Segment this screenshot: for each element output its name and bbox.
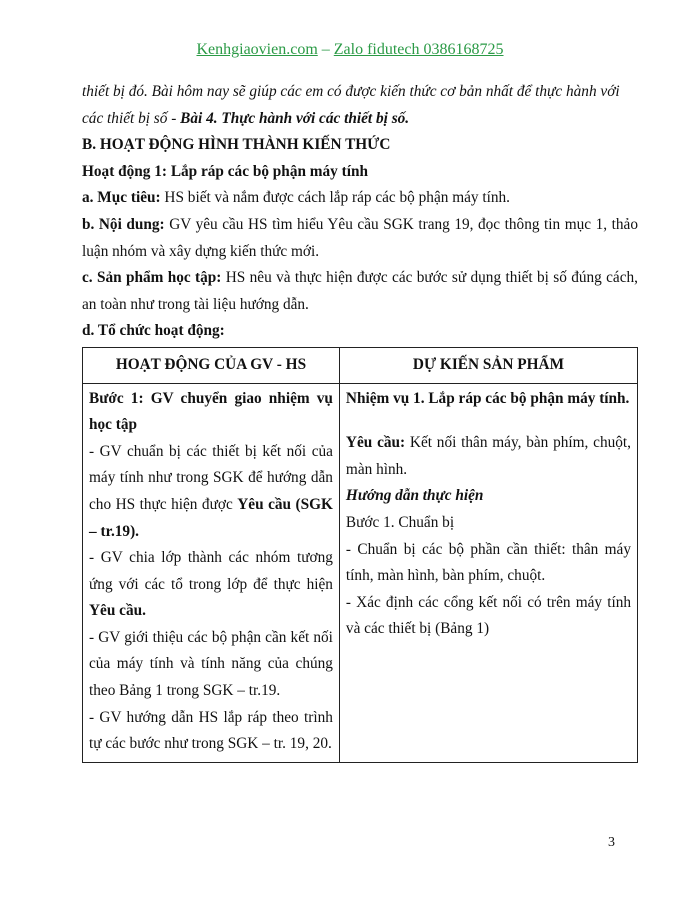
teacher-item-2-text: - GV chia lớp thành các nhóm tương ứng với các tổ trong lớp để thực hiện: [89, 549, 333, 593]
guide-item-2: - Xác định các cổng kết nối có trên máy tính và các thiết bị (Bảng 1): [345, 593, 631, 638]
activity-table: [82, 347, 638, 763]
product-paragraph: [82, 265, 638, 318]
document-body: [82, 79, 638, 763]
section-b-heading: B. HOẠT ĐỘNG HÌNH THÀNH KIẾN THỨC: [82, 136, 391, 154]
teacher-item-1-text: - GV chuẩn bị các thiết bị kết nối của máy tính như trong SGK để hướng dẫn cho HS thực hiện được: [89, 442, 333, 513]
table-header-row: [83, 347, 638, 383]
goal-label: a. Mục tiêu:: [82, 189, 161, 207]
content-paragraph: [82, 212, 638, 265]
teacher-item-4: - GV hướng dẫn HS lắp ráp theo trình tự các bước như trong SGK – tr. 19, 20.: [89, 708, 333, 753]
spacer: [346, 412, 631, 430]
task-1-title: Nhiệm vụ 1. Lắp ráp các bộ phận máy tính.: [345, 389, 630, 407]
product-label: c. Sản phẩm học tập:: [82, 269, 222, 287]
content-text: GV yêu cầu HS tìm hiểu Yêu cầu SGK trang 19, đọc thông tin mục 1, thảo luận nhóm và xây dựng kiến thức mới.: [82, 215, 638, 260]
intro-line-1: thiết bị đó. Bài hôm nay sẽ giúp các em có được kiến thức cơ bản nhất để thực hành với: [82, 83, 620, 100]
table-header-product: DỰ KIẾN SẢN PHẨM: [339, 347, 637, 383]
requirement-text: Kết nối thân máy, bàn phím, chuột, màn hình.: [345, 434, 631, 478]
teacher-item-2: [89, 545, 333, 625]
guide-title: Hướng dẫn thực hiện: [345, 487, 484, 505]
product-text: HS nêu và thực hiện được các bước sử dụng thiết bị số đúng cách, an toàn như trong tài liệu hướng dẫn.: [82, 269, 638, 313]
guide-item-1: - Chuẩn bị các bộ phần cần thiết: thân máy tính, màn hình, bàn phím, chuột.: [345, 540, 631, 585]
requirement: [346, 430, 631, 483]
teacher-item-3: - GV giới thiệu các bộ phận cần kết nối của máy tính và tính năng của chúng theo Bảng 1 trong SGK – tr.19.: [89, 628, 333, 700]
organize-heading: d. Tổ chức hoạt động:: [82, 322, 225, 340]
step-1-title: Bước 1: GV chuyển giao nhiệm vụ học tập: [89, 389, 333, 434]
header-site-link[interactable]: Kenhgiaovien.com: [196, 41, 318, 58]
expected-product-cell: [339, 383, 637, 762]
header-contact-link[interactable]: Zalo fidutech 0386168725: [333, 41, 504, 58]
goal-paragraph: [82, 185, 638, 212]
page-number: 3: [608, 835, 615, 850]
content-label: b. Nội dung:: [82, 215, 165, 233]
table-row: [83, 383, 638, 762]
guide-step-1: Bước 1. Chuẩn bị: [345, 513, 455, 531]
intro-line-2: [82, 106, 638, 133]
page-header: [0, 41, 700, 59]
header-separator: –: [317, 41, 334, 58]
activity-1-heading: Hoạt động 1: Lắp ráp các bộ phận máy tính: [82, 162, 369, 180]
lesson-title: Bài 4. Thực hành với các thiết bị số.: [180, 109, 410, 127]
requirement-label: Yêu cầu:: [345, 434, 406, 452]
table-header-teacher: HOẠT ĐỘNG CỦA GV - HS: [83, 347, 340, 383]
intro-line-2-prefix: các thiết bị số -: [82, 109, 181, 127]
goal-text: HS biết và nắm được cách lắp ráp các bộ phận máy tính.: [160, 189, 510, 207]
teacher-item-2-bold: Yêu cầu.: [89, 602, 146, 620]
teacher-item-1: [89, 439, 333, 545]
teacher-activity-cell: [83, 383, 340, 762]
teacher-item-1-bold: Yêu cầu (SGK – tr.19).: [89, 495, 333, 540]
